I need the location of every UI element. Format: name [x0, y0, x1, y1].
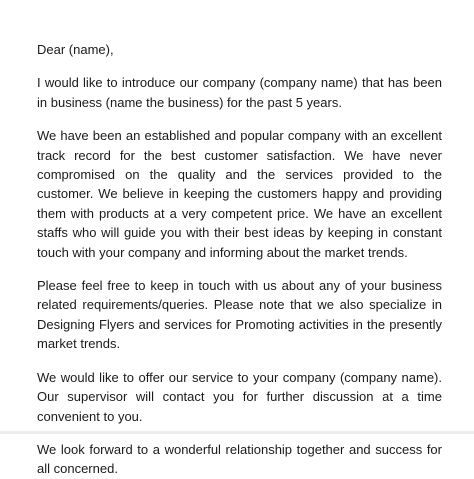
letter-body [37, 40, 442, 479]
paragraph-contact-invitation: Please feel free to keep in touch with us about any of your business related requirements/queries. Please note that we also specialize in Designing Flyers and services for Promoting activities in the presently market trends. [37, 278, 442, 352]
paragraph-company-background: We have been an established and popular company with an excellent track record for the best customer satisfaction. We have never compromised on the quality and the services provided to the customer. We believe in keeping the customers happy and providing them with products at a very competent price. We have an excellent staffs who will guide you with their best ideas by keeping in constant touch with your company and informing about the market trends. [37, 128, 442, 260]
paragraph-service-offer: We would like to offer our service to your company (company name). Our supervisor will contact you for further discussion at a time convenient to you. [37, 369, 442, 424]
paragraph-closing: We look forward to a wonderful relationship together and success for all concerned. [37, 441, 442, 477]
paragraph-introduction: I would like to introduce our company (company name) that has been in business (name the business) for the past 5 years. [37, 75, 442, 110]
salutation: Dear (name), [37, 42, 114, 57]
